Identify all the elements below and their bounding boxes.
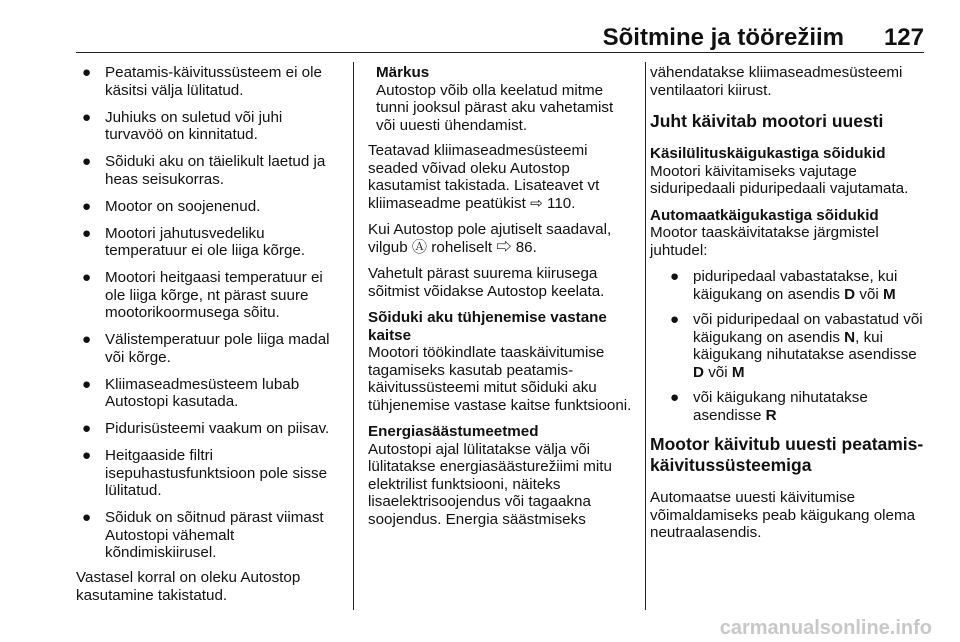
list-item: ● Välistemperatuur pole liiga madal või kõrge.: [82, 331, 330, 366]
paragraph: Autostopi ajal lülitatakse välja või lülitatakse energiasäästurežiimi mitu elektrilist funktsiooni, näiteks lisaelektrisoojendus või tagaakna soojendus. Energia säästmiseks: [368, 440, 612, 528]
list-item: ● Heitgaaside filtri isepuhastusfunktsioon pole sisse lülitatud.: [82, 447, 328, 499]
list-item: ● või käigukang nihutatakse asendisse R: [670, 389, 868, 424]
list-item: ● Kliimaseadmesüsteem lubab Autostopi kasutada.: [82, 375, 300, 410]
bullet-icon: ●: [82, 331, 92, 348]
list-item: ● Mootor on soojenenud.: [82, 197, 261, 215]
list-item: ● Mootori jahutusvedeliku temperatuur ei ole liiga kõrge.: [82, 224, 306, 259]
section-heading: Mootor käivitub uuesti peatamis-käivitussüsteemiga: [650, 434, 924, 475]
bullet-icon: ●: [82, 509, 92, 526]
bullet-icon: ●: [82, 224, 92, 242]
column-divider-1: [353, 62, 354, 610]
note-heading: Märkus: [376, 64, 430, 81]
list-item: ● Pidurisüsteemi vaakum on piisav.: [82, 420, 330, 437]
bullet-icon: ●: [670, 389, 680, 406]
bullet-icon: ●: [82, 269, 92, 286]
list-item: ● Peatamis-käivitussüsteem ei ole käsitsi välja lülitatud.: [82, 64, 322, 99]
paragraph: Mootori töökindlate taaskäivitumise tagamiseks kasutab peatamis-käivitussüsteemi mitut sõiduki aku tühjenemise vastase kaitse funktsiooni.: [368, 344, 632, 414]
column-3: [650, 64, 925, 551]
header-rule: [76, 52, 924, 53]
bullet-icon: ●: [670, 311, 680, 328]
bullet-icon: ●: [82, 447, 92, 464]
bullet-icon: ●: [82, 197, 92, 215]
paragraph: Teatavad kliimaseadmesüsteemi seaded võivad oleku Autostop kasutamist takistada. Lisateavet vt kliimaseadme peatükist ⇨ 110.: [368, 142, 600, 212]
paragraph: Mootori käivitamiseks vajutage siduripedaali piduripedaali vajutamata.: [650, 162, 909, 197]
bullet-icon: ●: [82, 64, 92, 81]
restart-conditions-list: [650, 268, 925, 424]
list-item: ● Juhiuks on suletud või juhi turvavöö on kinnitatud.: [82, 108, 283, 143]
subheading: Käsilülituskäigukastiga sõidukid: [650, 145, 886, 162]
bullet-icon: ●: [670, 268, 680, 285]
paragraph: Vahetult pärast suurema kiirusega sõitmist võidakse Autostop keelata.: [368, 265, 605, 300]
section-heading: Juht käivitab mootori uuesti: [650, 111, 884, 131]
list-item: ● või piduripedaal on vabastatud või käigukang on asendis N, kui käigukang nihutatakse asendisse D või M: [670, 311, 923, 381]
page-number: 127: [883, 24, 924, 51]
paragraph: Kui Autostop pole ajutiselt saadaval, vilgub Ⓐ roheliselt ⇨ 86.: [368, 221, 612, 256]
list-item: ● Sõiduki aku on täielikult laetud ja heas seisukorras.: [82, 153, 326, 188]
conditions-list: [76, 64, 344, 562]
paragraph: Mootor taaskäivitatakse järgmistel juhtudel:: [650, 224, 879, 259]
list-item: ● Sõiduk on sõitnud pärast viimast Autostopi vähemalt kõndimiskiirusel.: [82, 509, 324, 561]
subheading: Sõiduki aku tühjenemise vastane kaitse: [368, 309, 607, 344]
paragraph: vähendatakse kliimaseadmesüsteemi ventilaatori kiirust.: [650, 64, 903, 99]
chapter-title: Sõitmine ja töörežiim: [602, 24, 844, 51]
bullet-icon: ●: [82, 153, 92, 170]
list-item: ● Mootori heitgaasi temperatuur ei ole liiga kõrge, nt pärast suure mootorikoormusega sõitu.: [82, 269, 323, 321]
note-box: [368, 64, 636, 134]
closing-paragraph: Vastasel korral on oleku Autostop kasutamine takistatud.: [76, 569, 301, 604]
bullet-icon: ●: [82, 375, 92, 393]
column-2: [368, 64, 636, 537]
paragraph: Automaatse uuesti käivitumise võimaldamiseks peab käigukang olema neutraalasendis.: [650, 489, 916, 541]
watermark: carmanualsonline.info: [719, 617, 932, 639]
list-item: ● piduripedaal vabastatakse, kui käigukang on asendis D või M: [670, 268, 898, 303]
column-1: [76, 64, 344, 613]
page-header: [76, 22, 924, 52]
note-text: Autostop võib olla keelatud mitme tunni jooksul pärast aku vahetamist või uuesti ühendamist.: [376, 81, 614, 134]
bullet-icon: ●: [82, 108, 92, 126]
column-divider-2: [645, 62, 646, 610]
subheading: Automaatkäigukastiga sõidukid: [650, 206, 879, 224]
bullet-icon: ●: [82, 420, 92, 437]
subheading: Energiasäästumeetmed: [368, 423, 539, 440]
